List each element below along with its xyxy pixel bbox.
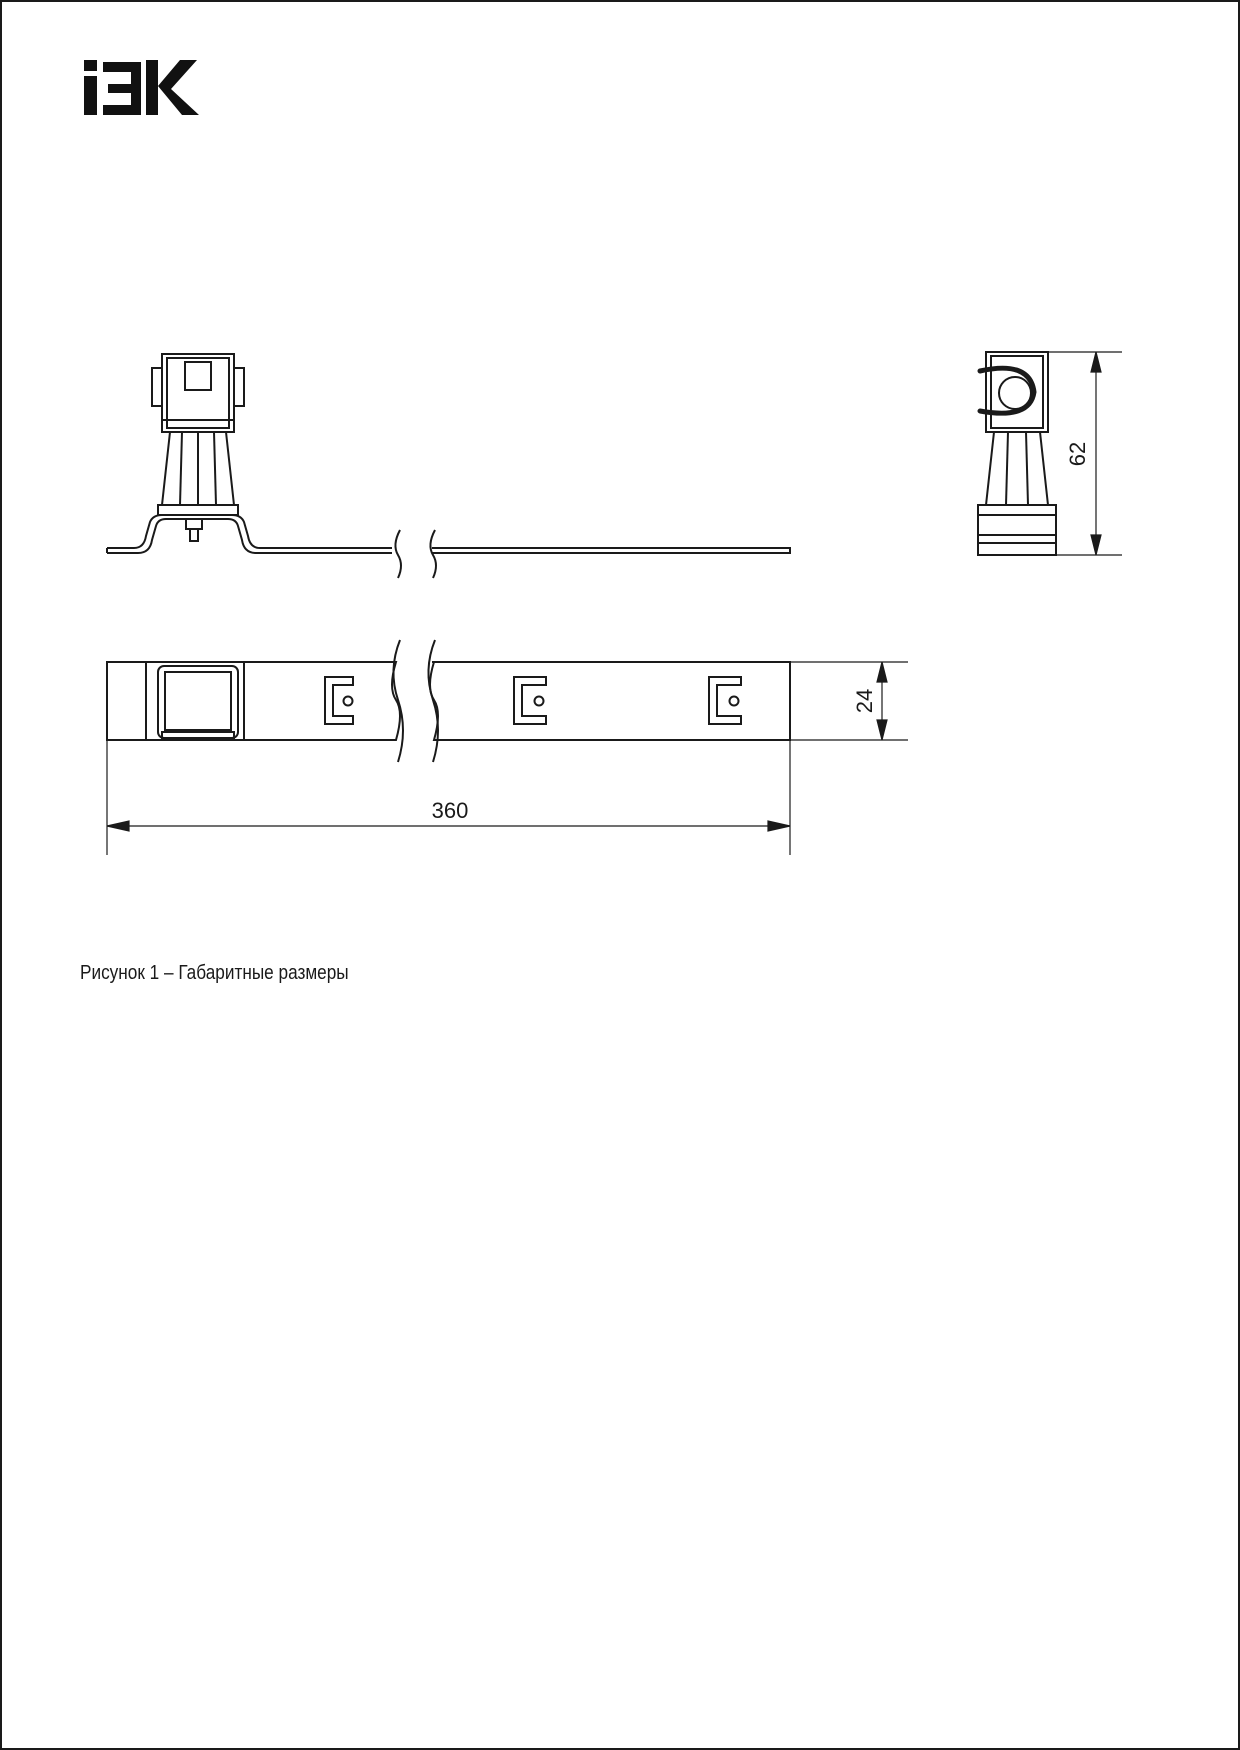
end-view <box>978 352 1056 555</box>
top-view <box>107 640 790 762</box>
iek-logo <box>84 60 199 115</box>
side-view <box>107 354 790 578</box>
height-label: 62 <box>1065 441 1090 467</box>
width-label: 24 <box>852 688 877 714</box>
width-dimension <box>790 662 908 740</box>
length-label: 360 <box>431 798 469 823</box>
page-frame <box>1 1 1239 1749</box>
figure-caption: Рисунок 1 – Габаритные размеры <box>80 962 349 984</box>
